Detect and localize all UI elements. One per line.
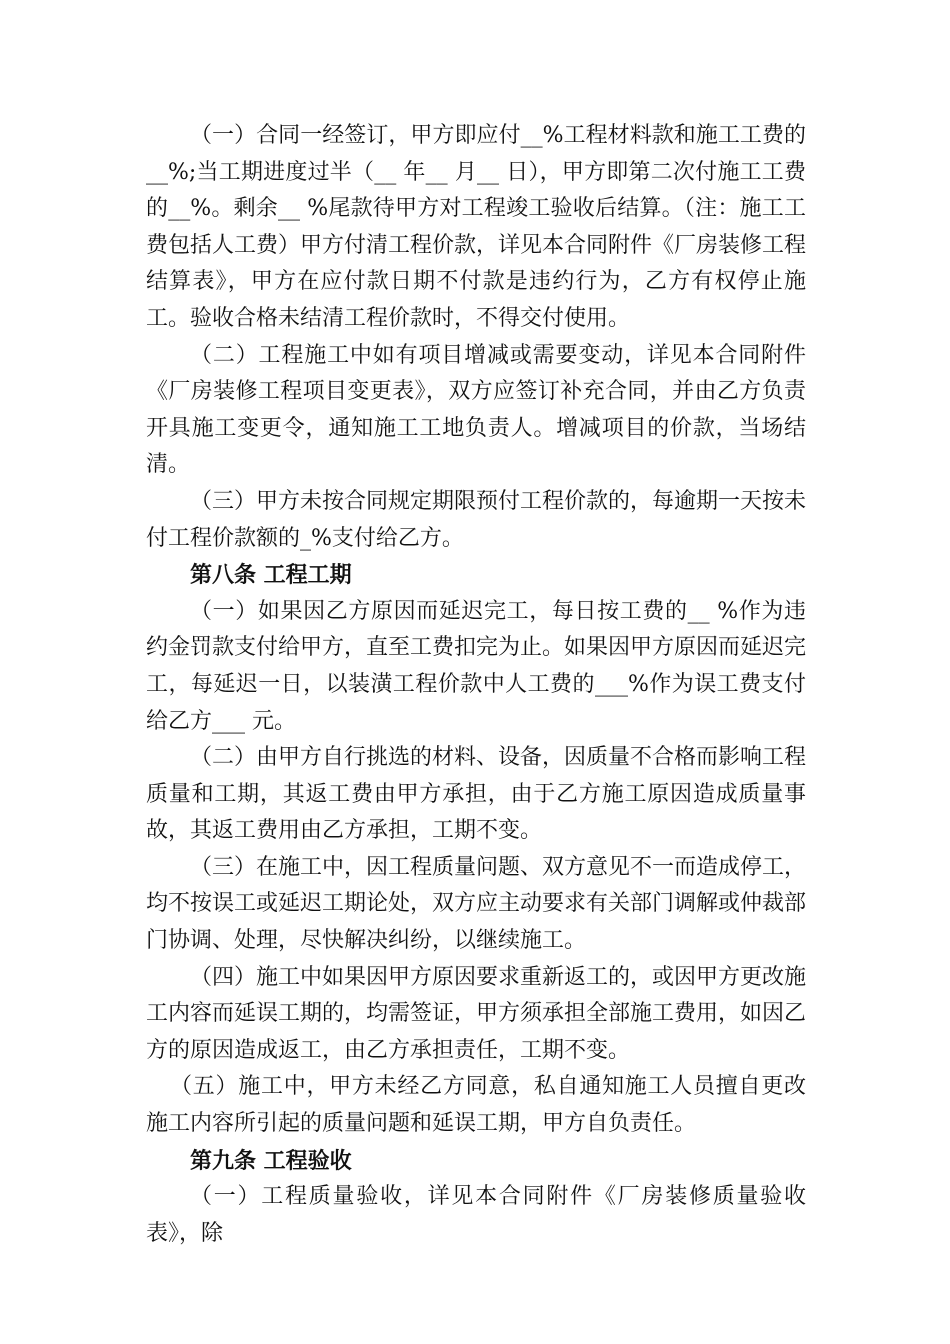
clause-7-late-payment: （三）甲方未按合同规定期限预付工程价款的，每逾期一天按未付工程价款额的_%支付给乙方。 xyxy=(146,488,807,551)
clause-9-quality-acceptance: （一）工程质量验收，详见本合同附件《厂房装修质量验收表》，除 xyxy=(146,1184,806,1246)
clause-8-rework: （四）施工中如果因甲方原因要求重新返工的，或因甲方更改施工内容而延误工期的，均需签证，甲方须承担全部施工费用，如因乙方的原因造成返工，由乙方承担责任，工期不变。 xyxy=(146,964,807,1063)
clause-8-unauthorized-changes: （五）施工中，甲方未经乙方同意，私自通知施工人员擅自更改施工内容所引起的质量问题和延误工期，甲方自负责任。 xyxy=(146,1074,806,1137)
article-8-heading: 第八条 工程工期 xyxy=(190,562,352,589)
clause-7-item-changes: （二）工程施工中如有项目增减或需要变动，详见本合同附件《厂房装修工程项目变更表》，双方应签订补充合同，并由乙方负责开具施工变更令，通知施工工地负责人。增减项目的价款，当场结清。 xyxy=(146,342,806,478)
article-9-heading: 第九条 工程验收 xyxy=(190,1147,352,1174)
clause-7-payment-schedule: （一）合同一经签订，甲方即应付__%工程材料款和施工工费的__%;当工期进度过半（__ 年__ 月__ 日），甲方即第二次付施工工费的__%。剩余__ %尾款待甲方对工程竣工验收后结算。（注：施工工费包括人工费）甲方付清工程价款，详见本合同附件《厂房装修工程结算表》，甲方在应付款日期不付款是违约行为，乙方有权停止施工。验收合格未结清工程价款时，不得交付使用。 xyxy=(146,123,807,331)
clause-8-material-quality: （二）由甲方自行挑选的材料、设备，因质量不合格而影响工程质量和工期，其返工费由甲方承担，由于乙方施工原因造成质量事故，其返工费用由乙方承担，工期不变。 xyxy=(146,745,807,844)
document-page xyxy=(146,118,806,1252)
clause-8-delay-penalty: （一）如果因乙方原因而延迟完工，每日按工费的__ %作为违约金罚款支付给甲方，直至工费扣完为止。如果因甲方原因而延迟完工，每延迟一日，以装潢工程价款中人工费的___%作为误工费支付给乙方___ 元。 xyxy=(146,598,807,734)
clause-8-dispute-stoppage: （三）在施工中，因工程质量问题、双方意见不一而造成停工，均不按误工或延迟工期论处，双方应主动要求有关部门调解或仲裁部门协调、处理，尽快解决纠纷，以继续施工。 xyxy=(146,854,807,954)
